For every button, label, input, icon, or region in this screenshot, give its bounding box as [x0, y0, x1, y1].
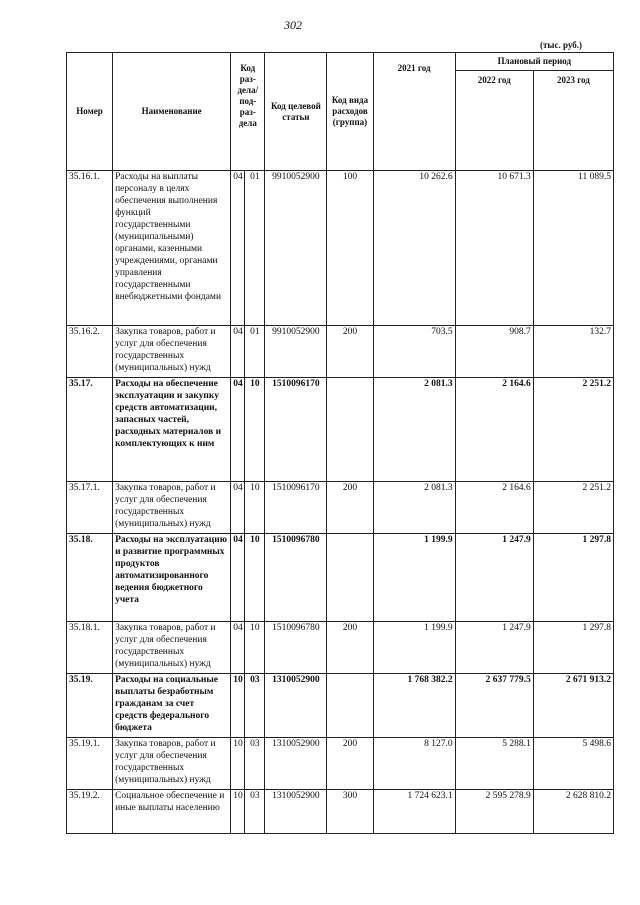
- row-2023: 2 628 810.2: [533, 790, 613, 834]
- table-row: [67, 534, 614, 622]
- row-name: Закупка товаров, работ и услуг для обеспечения государственных (муниципальных) нужд: [113, 482, 231, 534]
- row-2023: 2 671 913.2: [533, 674, 613, 738]
- row-name: Расходы на эксплуатацию и развитие программных продуктов автоматизированного ведения бюджетного учета: [113, 534, 231, 622]
- header-2022: 2022 год: [455, 71, 533, 171]
- row-name: Закупка товаров, работ и услуг для обеспечения государственных (муниципальных) нужд: [113, 622, 231, 674]
- row-number: 35.19.2.: [67, 790, 113, 834]
- row-2022: 2 637 779.5: [455, 674, 533, 738]
- row-2023: 1 297.8: [533, 534, 613, 622]
- row-2022: 1 247.9: [455, 534, 533, 622]
- row-subsection: 10: [245, 534, 265, 622]
- row-section: 04: [231, 326, 245, 378]
- row-subsection: 03: [245, 790, 265, 834]
- row-2021: 703.5: [373, 326, 455, 378]
- table-body: [67, 171, 614, 834]
- table-row: [67, 326, 614, 378]
- header-number: Номер: [67, 53, 113, 171]
- row-2021: 2 081.3: [373, 482, 455, 534]
- row-expense-type: 200: [327, 738, 373, 790]
- row-target: 9910052900: [265, 171, 327, 326]
- row-subsection: 10: [245, 482, 265, 534]
- row-number: 35.18.1.: [67, 622, 113, 674]
- row-2023: 11 089.5: [533, 171, 613, 326]
- row-section: 10: [231, 738, 245, 790]
- row-2021: 10 262.6: [373, 171, 455, 326]
- row-number: 35.16.2.: [67, 326, 113, 378]
- row-target: 1510096780: [265, 622, 327, 674]
- row-2021: 1 199.9: [373, 534, 455, 622]
- table-row: [67, 171, 614, 326]
- row-section: 04: [231, 482, 245, 534]
- row-name: Расходы на обеспечение эксплуатации и закупку средств автоматизации, запасных частей, расходных материалов и комплектующих к ним: [113, 378, 231, 482]
- row-2022: 10 671.3: [455, 171, 533, 326]
- row-2021: 2 081.3: [373, 378, 455, 482]
- row-section: 10: [231, 674, 245, 738]
- table-row: [67, 790, 614, 834]
- budget-table: [66, 52, 614, 834]
- page-number: 302: [284, 18, 302, 32]
- row-number: 35.18.: [67, 534, 113, 622]
- row-name: Расходы на выплаты персоналу в целях обеспечения выполнения функций государственными (муниципальными) органами, казенными учреждениями, органами управления государственными внебюджетными фондами: [113, 171, 231, 326]
- row-2021: 8 127.0: [373, 738, 455, 790]
- row-number: 35.19.: [67, 674, 113, 738]
- row-2022: 908.7: [455, 326, 533, 378]
- row-2023: 132.7: [533, 326, 613, 378]
- table-header: [67, 53, 614, 171]
- row-section: 10: [231, 790, 245, 834]
- header-expense-type: Код вида расходов (группа): [327, 53, 373, 171]
- row-section: 04: [231, 534, 245, 622]
- row-number: 35.19.1.: [67, 738, 113, 790]
- table-row: [67, 674, 614, 738]
- row-target: 1510096170: [265, 482, 327, 534]
- header-name: Наименование: [113, 53, 231, 171]
- table-row: [67, 622, 614, 674]
- table-row: [67, 482, 614, 534]
- row-subsection: 10: [245, 622, 265, 674]
- row-2022: 5 288.1: [455, 738, 533, 790]
- row-section: 04: [231, 378, 245, 482]
- row-target: 1510096170: [265, 378, 327, 482]
- row-name: Закупка товаров, работ и услуг для обеспечения государственных (муниципальных) нужд: [113, 738, 231, 790]
- row-expense-type: 200: [327, 482, 373, 534]
- row-2021: 1 724 623.1: [373, 790, 455, 834]
- table-row: [67, 738, 614, 790]
- row-subsection: 10: [245, 378, 265, 482]
- header-planned-period: Плановый период: [455, 53, 613, 71]
- row-2023: 2 251.2: [533, 482, 613, 534]
- row-target: 1310052900: [265, 738, 327, 790]
- row-target: 9910052900: [265, 326, 327, 378]
- row-2023: 2 251.2: [533, 378, 613, 482]
- row-2021: 1 768 382.2: [373, 674, 455, 738]
- row-expense-type: 200: [327, 326, 373, 378]
- row-expense-type: 200: [327, 622, 373, 674]
- units-label: (тыс. руб.): [540, 40, 582, 50]
- row-2021: 1 199.9: [373, 622, 455, 674]
- row-target: 1310052900: [265, 790, 327, 834]
- header-2021: 2021 год: [373, 53, 455, 171]
- row-expense-type: [327, 534, 373, 622]
- row-name: Социальное обеспечение и иные выплаты населению: [113, 790, 231, 834]
- row-2022: 2 595 278.9: [455, 790, 533, 834]
- row-section: 04: [231, 622, 245, 674]
- row-subsection: 03: [245, 738, 265, 790]
- row-2023: 1 297.8: [533, 622, 613, 674]
- row-target: 1310052900: [265, 674, 327, 738]
- row-expense-type: 100: [327, 171, 373, 326]
- header-target: Код целевой статьи: [265, 53, 327, 171]
- row-expense-type: [327, 674, 373, 738]
- row-2022: 2 164.6: [455, 482, 533, 534]
- row-expense-type: 300: [327, 790, 373, 834]
- header-section: Код раз-дела/ под-раз-дела: [231, 53, 265, 171]
- row-subsection: 03: [245, 674, 265, 738]
- row-number: 35.17.: [67, 378, 113, 482]
- row-section: 04: [231, 171, 245, 326]
- row-number: 35.17.1.: [67, 482, 113, 534]
- row-name: Расходы на социальные выплаты безработным гражданам за счет средств федерального бюджета: [113, 674, 231, 738]
- row-expense-type: [327, 378, 373, 482]
- row-subsection: 01: [245, 326, 265, 378]
- row-target: 1510096780: [265, 534, 327, 622]
- row-2022: 1 247.9: [455, 622, 533, 674]
- row-2022: 2 164.6: [455, 378, 533, 482]
- row-2023: 5 498.6: [533, 738, 613, 790]
- header-2023: 2023 год: [533, 71, 613, 171]
- row-name: Закупка товаров, работ и услуг для обеспечения государственных (муниципальных) нужд: [113, 326, 231, 378]
- row-number: 35.16.1.: [67, 171, 113, 326]
- row-subsection: 01: [245, 171, 265, 326]
- table-row: [67, 378, 614, 482]
